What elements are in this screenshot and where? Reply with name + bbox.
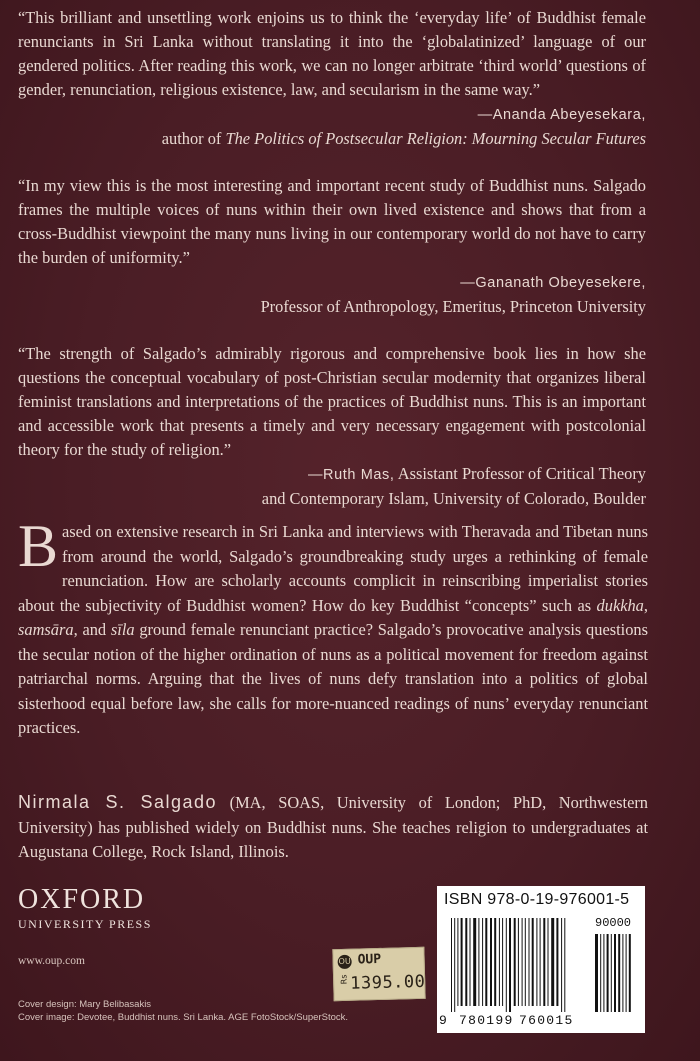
barcode-bar: [457, 918, 458, 1006]
cover-design-credit: Cover design: Mary Belibasakis: [18, 999, 152, 1010]
barcode-bar: [529, 918, 530, 1006]
author-name: Nirmala S. Salgado: [18, 792, 218, 812]
barcode-bar: [518, 918, 519, 1006]
oup-circle-icon: OU: [337, 955, 351, 969]
barcode-bar: [454, 918, 455, 1012]
barcode-bar: [461, 918, 463, 1006]
barcode-bar: [532, 918, 534, 1006]
quote-2-affiliation: Professor of Anthropology, Emeritus, Princeton University: [260, 297, 646, 316]
quote-3-author: —Ruth Mas,: [307, 467, 395, 483]
barcode-addon-bar: [603, 934, 604, 1012]
isbn-number: ISBN 978-0-19-976001-5: [444, 891, 630, 908]
sticker-currency: Rs: [339, 974, 349, 985]
publisher-logo: [18, 885, 152, 932]
barcode-bar: [494, 918, 496, 1006]
publisher-name: OXFORD: [18, 884, 146, 915]
quote-1: [18, 6, 646, 151]
publisher-url[interactable]: www.oup.com: [18, 955, 85, 967]
barcode-bar: [543, 918, 545, 1006]
barcode-bar: [522, 918, 523, 1006]
author-bio: [18, 790, 648, 865]
barcode-bar: [514, 918, 516, 1006]
description-part-2: ground female renunciant practice? Salgado’s provocative analysis questions the secular notion of the higher ordination of nuns as a political movement for freedom against patriarchal norms. Arguing that the lives of nuns defy translation into a politics of global sisterhood equal before law, she calls for more-nuanced readings of nuns’ everyday renunciant practices.: [18, 620, 648, 737]
barcode-addon-bar: [618, 934, 620, 1012]
barcode-bar: [540, 918, 541, 1006]
barcode-bar: [490, 918, 492, 1006]
drop-cap: B: [18, 513, 59, 579]
barcode-bar: [551, 918, 554, 1006]
term-sila: sīla: [110, 620, 135, 639]
sticker-label: OUP: [357, 951, 382, 968]
quote-2-text: “In my view this is the most interesting and important recent study of Buddhist nuns. Salgado frames the multiple voices of nuns within their own lived existence and shows that from a cross-Buddhist viewpoint the many nuns living in our contemporary world do not have to carry the burden of uniformity.”: [18, 176, 646, 267]
quote-1-affiliation-prefix: author of: [161, 129, 226, 148]
barcode-addon-bar: [626, 934, 627, 1012]
quote-2: [18, 174, 646, 319]
barcode-bar: [556, 918, 558, 1006]
barcode-addon-bar: [611, 934, 612, 1012]
description-part-1: ased on extensive research in Sri Lanka and interviews with Theravada and Tibetan nuns from around the world, Salgado’s groundbreaking study urges a rethinking of female renunciation. How are scholarly accounts complicit in reinscribing imperialist stories about the subjectivity of Buddhist women? How do key Buddhist “concepts” such as: [18, 522, 648, 615]
barcode-bar: [485, 918, 487, 1006]
barcode-lead-digit: 9: [439, 1013, 447, 1028]
cover-image-credit: Cover image: Devotee, Buddhist nuns. Sri Lanka. AGE FotoStock/SuperStock.: [18, 1012, 349, 1023]
barcode-addon-bar: [607, 934, 609, 1012]
price-sticker: [332, 947, 425, 1001]
barcode-left-digits: 780199: [459, 1013, 514, 1028]
barcode-bar: [561, 918, 562, 1012]
barcode-bar: [502, 918, 503, 1006]
cover-credits: [18, 998, 348, 1024]
quote-3-text: “The strength of Salgado’s admirably rigorous and comprehensive book lies in how she questions the conceptual vocabulary of post-Christian secular modernity that organizes liberal feminist translations and interpretations of the practices of Buddhist nuns. This is an important and accessible work that presents a timely and very necessary engagement with postcolonial theory for the study of religion.”: [18, 344, 646, 459]
barcode-bar: [478, 918, 479, 1006]
quote-3-affiliation-1: Assistant Professor of Critical Theory: [394, 464, 646, 483]
barcode-addon-bar: [614, 934, 616, 1012]
barcode-bar: [564, 918, 565, 1012]
barcode-bar: [509, 918, 511, 1012]
barcode-bar: [470, 918, 471, 1006]
barcode-addon-number: 90000: [595, 916, 632, 930]
barcode-bar: [465, 918, 467, 1006]
barcode-addon-bar: [629, 934, 631, 1012]
barcode-bar: [548, 918, 549, 1006]
barcode-bar: [506, 918, 507, 1012]
book-description: [18, 513, 648, 741]
isbn-barcode: [437, 886, 645, 1033]
barcode-bar: [525, 918, 526, 1006]
sticker-price: 1395.00: [349, 971, 426, 994]
quote-1-author: —Ananda Abeyesekara,: [477, 107, 646, 123]
barcode-addon-bar: [622, 934, 623, 1012]
barcode-right-digits: 760015: [519, 1013, 574, 1028]
author-bio-text: (MA, SOAS, University of London; PhD, Northwestern University) has published widely on Buddhist nuns. She teaches religion to undergraduates at Augustana College, Rock Island, Illinois.: [18, 793, 648, 861]
term-samsara: samsāra: [18, 620, 74, 639]
barcode-addon-bar: [600, 934, 601, 1012]
quote-1-book-title: The Politics of Postsecular Religion: Mourning Secular Futures: [225, 129, 646, 148]
barcode-bar: [451, 918, 452, 1012]
separator-1: ,: [643, 595, 648, 615]
term-dukkha: dukkha: [596, 595, 644, 615]
quote-1-text: “This brilliant and unsettling work enjoins us to think the ‘everyday life’ of Buddhist female renunciants in Sri Lanka without translating it into the ‘globalatinized’ language of our gendered politics. After reading this work, we can no longer arbitrate ‘third world’ questions of gender, renunciation, religious existence, law, and secularism in the same way.”: [18, 8, 646, 99]
quote-2-author: —Gananath Obeyesekere,: [460, 275, 646, 291]
publisher-subtitle: UNIVERSITY PRESS: [18, 917, 152, 931]
barcode-addon-bar: [595, 934, 598, 1012]
quote-3: [18, 342, 646, 511]
separator-2: , and: [73, 620, 111, 639]
barcode-bar: [482, 918, 483, 1006]
barcode-bar: [499, 918, 500, 1006]
quote-3-affiliation-2: and Contemporary Islam, University of Colorado, Boulder: [261, 489, 646, 508]
barcode-bar: [536, 918, 537, 1006]
barcode-bar: [473, 918, 476, 1006]
